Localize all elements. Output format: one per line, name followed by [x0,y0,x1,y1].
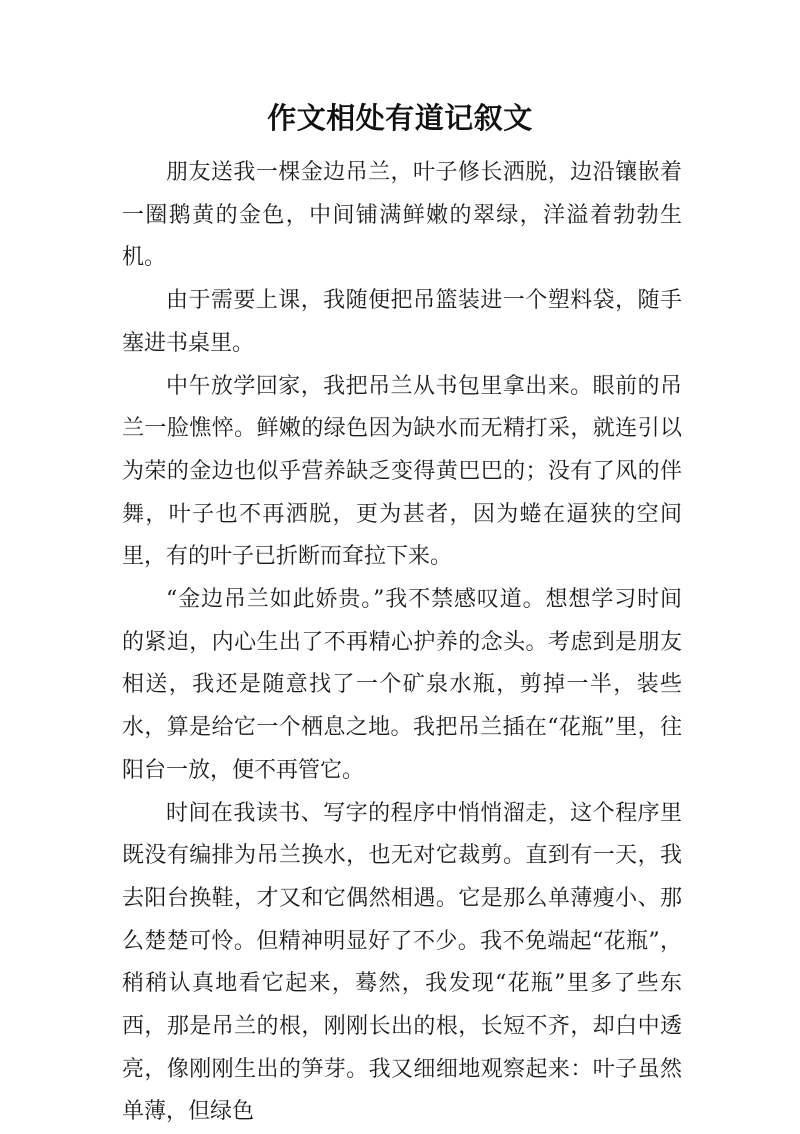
paragraph: 时间在我读书、写字的程序中悄悄溜走，这个程序里既没有编排为吊兰换水，也无对它裁剪。直到有一天，我去阳台换鞋，才又和它偶然相遇。它是那么单薄瘦小、那么楚楚可怜。但精神明显好了不少。我不免端起“花瓶”，稍稍认真地看它起来，蓦然，我发现“花瓶”里多了些东西，那是吊兰的根，刚刚长出的根，长短不齐，却白中透亮，像刚刚生出的笋芽。我又细细地观察起来：叶子虽然单薄，但绿色 [122,800,682,1125]
document-body [122,152,682,1134]
paragraph: 朋友送我一棵金边吊兰，叶子修长洒脱，边沿镶嵌着一圈鹅黄的金色，中间铺满鲜嫩的翠绿，洋溢着勃勃生机。 [122,160,682,271]
document-title: 作文相处有道记叙文 [267,101,533,135]
paragraph: “金边吊兰如此娇贵。”我不禁感叹道。想想学习时间的紧迫，内心生出了不再精心护养的念头。考虑到是朋友相送，我还是随意找了一个矿泉水瓶，剪掉一半，装些水，算是给它一个栖息之地。我把吊兰插在“花瓶”里，往阳台一放，便不再管它。 [122,587,682,783]
paragraph: 由于需要上课，我随便把吊篮装进一个塑料袋，随手塞进书桌里。 [122,288,682,356]
paragraph: 中午放学回家，我把吊兰从书包里拿出来。眼前的吊兰一脸憔悴。鲜嫩的绿色因为缺水而无精打采，就连引以为荣的金边也似乎营养缺乏变得黄巴巴的；没有了风的伴舞，叶子也不再洒脱，更为甚者，因为蜷在逼狭的空间里，有的叶子已折断而耷拉下来。 [122,373,682,570]
